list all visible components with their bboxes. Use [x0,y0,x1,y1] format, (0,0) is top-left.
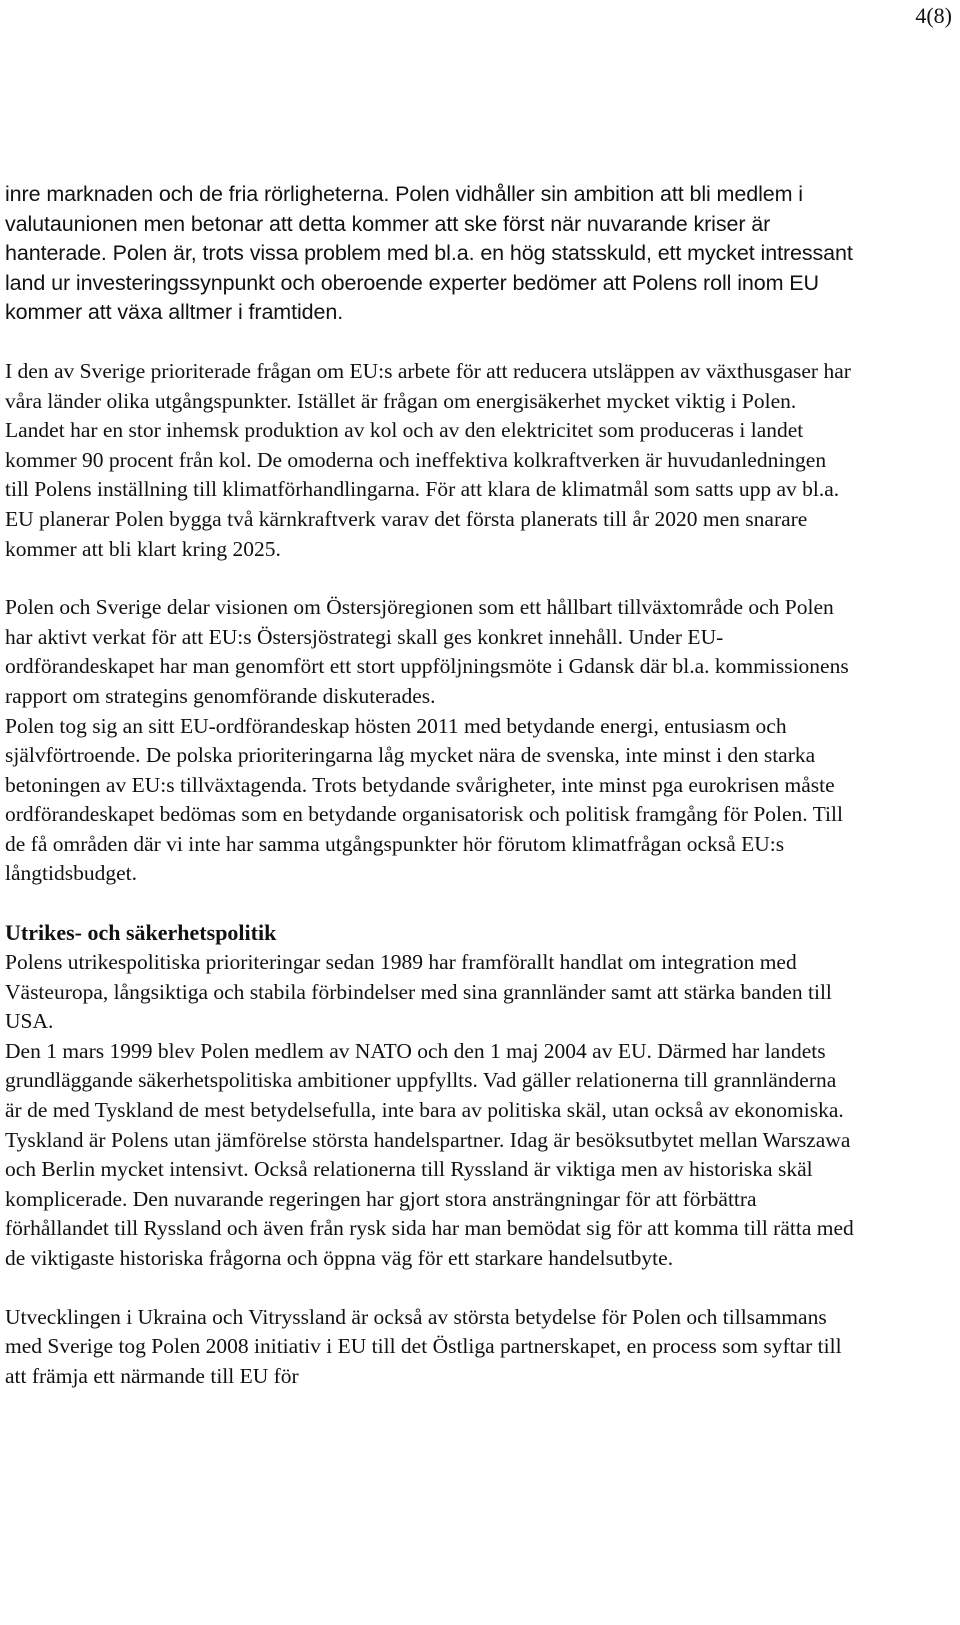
paragraph-eu-presidency: Polen tog sig an sitt EU-ordförandeskap hösten 2011 med betydande energi, entusiasm och självförtroende. De polska prioriteringarna låg mycket nära de svenska, inte minst i den starka betoningen av EU:s tillväxtagenda. Trots betydande svårigheter, inte minst pga eurokrisen måste ordförandeskapet bedömas som en betydande organisatorisk och politisk framgång för Polen. Till de få områden där vi inte har samma utgångspunkter hör förutom klimatfrågan också EU:s långtidsbudget. [5,713,843,886]
paragraph-nato-eu-neighbours: Den 1 mars 1999 blev Polen medlem av NATO och den 1 maj 2004 av EU. Därmed har landets grundläggande säkerhetspolitiska ambitioner uppfyllts. Vad gäller relationerna till grannländerna är de med Tyskland de mest betydelsefulla, inte bara av politiska skäl, utan också av ekonomiska. Tyskland är Polens utan jämförelse största handelspartner. Idag är besöksutbytet mellan Warszawa och Berlin mycket intensivt. Också relationerna till Ryssland är viktiga men av historiska skäl komplicerade. Den nuvarande regeringen har gjort stora ansträngningar för att förbättra förhållandet till Ryssland och även från rysk sida har man bemödat sig för att komma till rätta med de viktigaste historiska frågorna och öppna väg för ett starkare handelsutbyte. [5,1038,854,1270]
paragraph-eastern-partnership: Utvecklingen i Ukraina och Vitryssland är också av största betydelse för Polen och tillsammans med Sverige tog Polen 2008 initiativ i EU till det Östliga partnerskapet, en process som syftar till att främja ett närmande till EU för [5,1304,842,1388]
paragraph-foreign-priorities: Polens utrikespolitiska prioriteringar sedan 1989 har framförallt handlat om integration med Västeuropa, långsiktiga och stabila förbindelser med sina grannländer samt att stärka banden till USA. [5,950,832,1034]
paragraph-climate-energy: I den av Sverige prioriterade frågan om EU:s arbete för att reducera utsläppen av växthusgaser har våra länder olika utgångspunkter. Istället är frågan om energisäkerhet mycket viktig i Polen. Landet har en stor inhemsk produktion av kol och av den elektricitet som produceras i landet kommer 90 procent från kol. De omoderna och ineffektiva kolkraftverken är huvudanledningen till Polens inställning till klimatförhandlingarna. För att klara de klimatmål som satts upp av bl.a. EU planerar Polen bygga två kärnkraftverk varav det första planerats till år 2020 men snarare kommer att bli klart kring 2025. [5,358,851,561]
page-number: 4(8) [915,3,952,28]
paragraph-baltic-strategy: Polen och Sverige delar visionen om Östersjöregionen som ett hållbart tillväxtområde och Polen har aktivt verkat för att EU:s Östersjöstrategi skall ges konkret innehåll. Under EU-ordförandeskapet har man genomfört ett stort uppföljningsmöte i Gdansk där bl.a. kommissionens rapport om strategins genomförande diskuterades. [5,595,849,708]
section-heading-foreign-security-policy: Utrikes- och säkerhetspolitik [5,920,277,946]
document-body [5,180,855,1391]
paragraph-eu-economy: inre marknaden och de fria rörligheterna. Polen vidhåller sin ambition att bli medlem i valutaunionen men betonar att detta kommer att ske först när nuvarande kriser är hanterade. Polen är, trots vissa problem med bl.a. en hög statsskuld, ett mycket intressant land ur investeringssynpunkt och oberoende experter bedömer att Polens roll inom EU kommer att växa alltmer i framtiden. [5,182,853,325]
